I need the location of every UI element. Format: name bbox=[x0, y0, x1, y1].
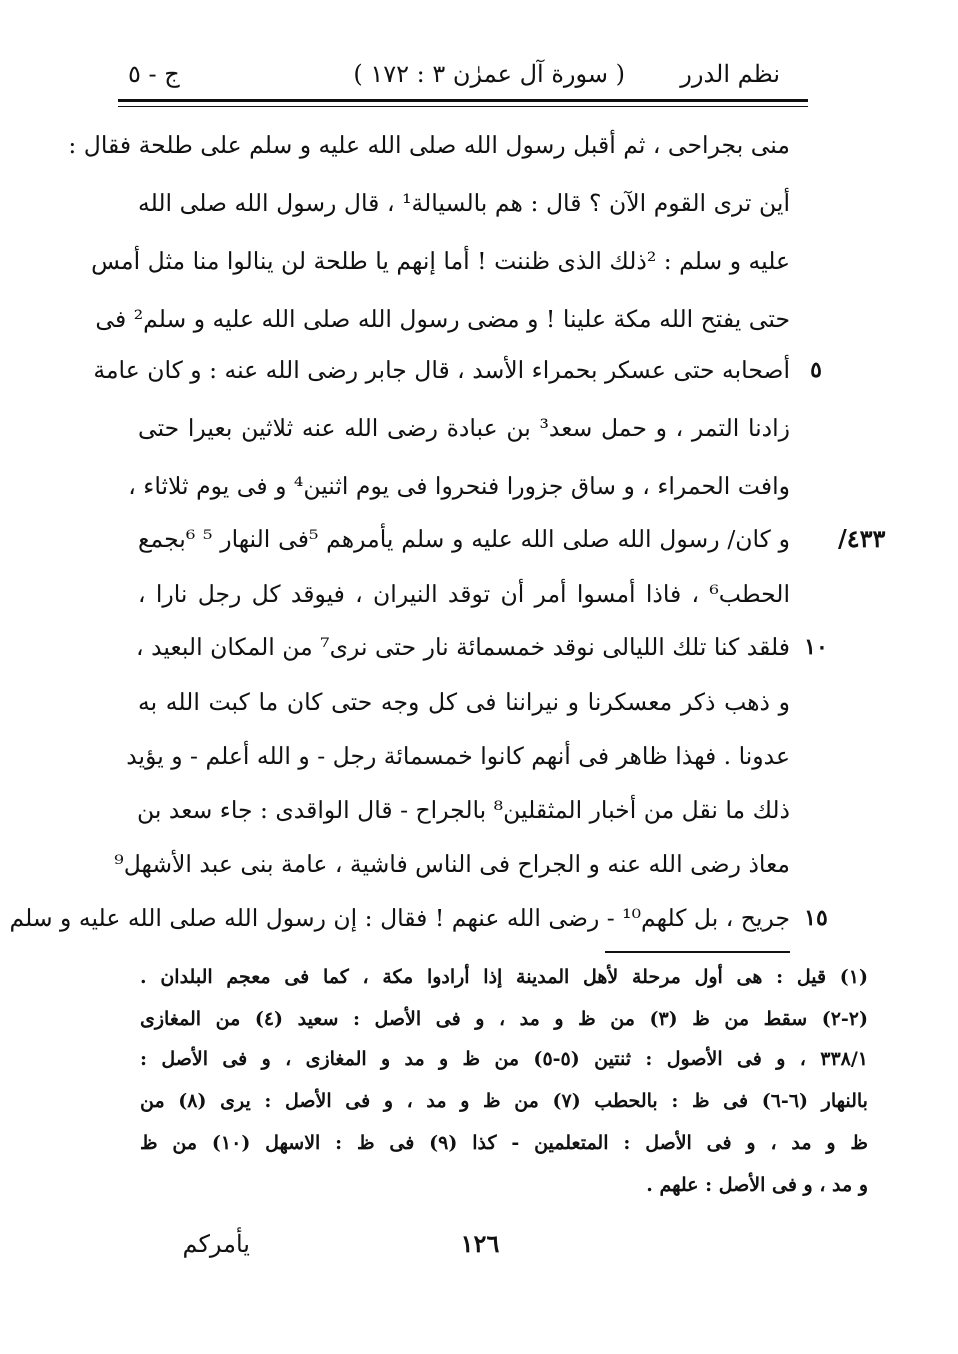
footnote-rule bbox=[605, 951, 790, 953]
line-number: ١٥ bbox=[804, 905, 828, 931]
text-line: عليه و سلم : ²ذلك الذى ظننت ! أما إنهم يا طلحة لن ينالوا منا مثل أمس bbox=[91, 247, 790, 275]
line-number: ١٠ bbox=[804, 634, 828, 660]
header-rule-thin bbox=[118, 106, 808, 107]
footnote-line: بالنهار (٦-٦) فى ظ : بالحطب (٧) من ظ و مد ، و فى الأصل : يرى (٨) من bbox=[140, 1090, 868, 1112]
text-line: عدونا . فهذا ظاهر فى أنهم كانوا خمسمائة رجل - و الله أعلم - و يؤيد bbox=[126, 742, 790, 770]
text-line: أين ترى القوم الآن ؟ قال : هم بالسيالة¹ ، قال رسول الله صلى الله bbox=[138, 189, 790, 217]
text-line: منى بجراحى ، ثم أقبل رسول الله صلى الله عليه و سلم على طلحة فقال : bbox=[68, 131, 790, 159]
footnote-line: ٣٣٨/١ ، و فى الأصول : ثنتين (٥-٥) من ظ و مد و المغازى ، و فى الأصل : bbox=[140, 1048, 868, 1070]
running-title: نظم الدرر bbox=[680, 60, 780, 88]
footnote-line: (٢-٢) سقط من ظ (٣) من ظ و مد ، و فى الأصل : سعيد (٤) من المغازى bbox=[140, 1008, 869, 1030]
volume-marker: ج - ٥ bbox=[128, 60, 180, 88]
text-line: حتى يفتح الله مكة علينا ! و مضى رسول الله صلى الله عليه و سلم² فى bbox=[95, 305, 790, 333]
text-line: فلقد كنا تلك الليالى نوقد خمسمائة نار حتى نرى⁷ من المكان البعيد ، bbox=[136, 633, 790, 661]
text-line: معاذ رضى الله عنه و الجراح فى الناس فاشية ، عامة بنى عبد الأشهل⁹ bbox=[114, 850, 790, 878]
text-line: وافت الحمراء ، و ساق جزورا فنحروا فى يوم اثنين⁴ و فى يوم ثلاثاء ، bbox=[128, 472, 790, 500]
text-line: أصحابه حتى عسكر بحمراء الأسد ، قال جابر رضى الله عنه : و كان عامة bbox=[93, 356, 790, 384]
text-line: زادنا التمر ، و حمل سعد³ بن عبادة رضى الله عنه ثلاثين بعيرا حتى bbox=[138, 414, 790, 442]
manuscript-folio-marker: ٤٣٣/ bbox=[838, 524, 886, 553]
line-number: ٥ bbox=[810, 357, 822, 383]
page-number: ١٢٦ bbox=[460, 1229, 500, 1258]
footnote-line: ظ و مد ، و فى الأصل : المتعلمين - كذا (٩) فى ظ : الاسهل (١٠) من ظ bbox=[140, 1132, 868, 1154]
text-line: و ذهب ذكر معسكرنا و نيراننا فى كل وجه حتى كان ما كبت الله به bbox=[138, 688, 790, 716]
text-line: جريح ، بل كلهم¹⁰ - رضى الله عنهم ! فقال : إن رسول الله صلى الله عليه و سلم bbox=[9, 904, 790, 932]
catchword: يأمركم bbox=[182, 1230, 250, 1258]
header-rule-thick bbox=[118, 99, 808, 102]
text-line: و كان/ رسول الله صلى الله عليه و سلم يأمرهم ⁵فى النهار ⁵ ⁶بجمع bbox=[138, 525, 790, 553]
footnote-line: و مد ، و فى الأصل : علهم . bbox=[646, 1174, 868, 1196]
text-line: الحطب⁶ ، فاذا أمسوا أمر أن توقد النيران ، فيوقد كل رجل نارا ، bbox=[138, 580, 790, 608]
footnote-line: (١) قيل : هى أول مرحلة لأهل المدينة إذا أرادوا مكة ، كما فى معجم البلدان . bbox=[140, 966, 868, 988]
surah-reference: ( سورة آل عمرٰن ٣ : ١٧٢ ) bbox=[353, 60, 625, 88]
text-line: ذلك ما نقل من أخبار المثقلين⁸ بالجراح - قال الواقدى : جاء سعد بن bbox=[137, 796, 790, 824]
